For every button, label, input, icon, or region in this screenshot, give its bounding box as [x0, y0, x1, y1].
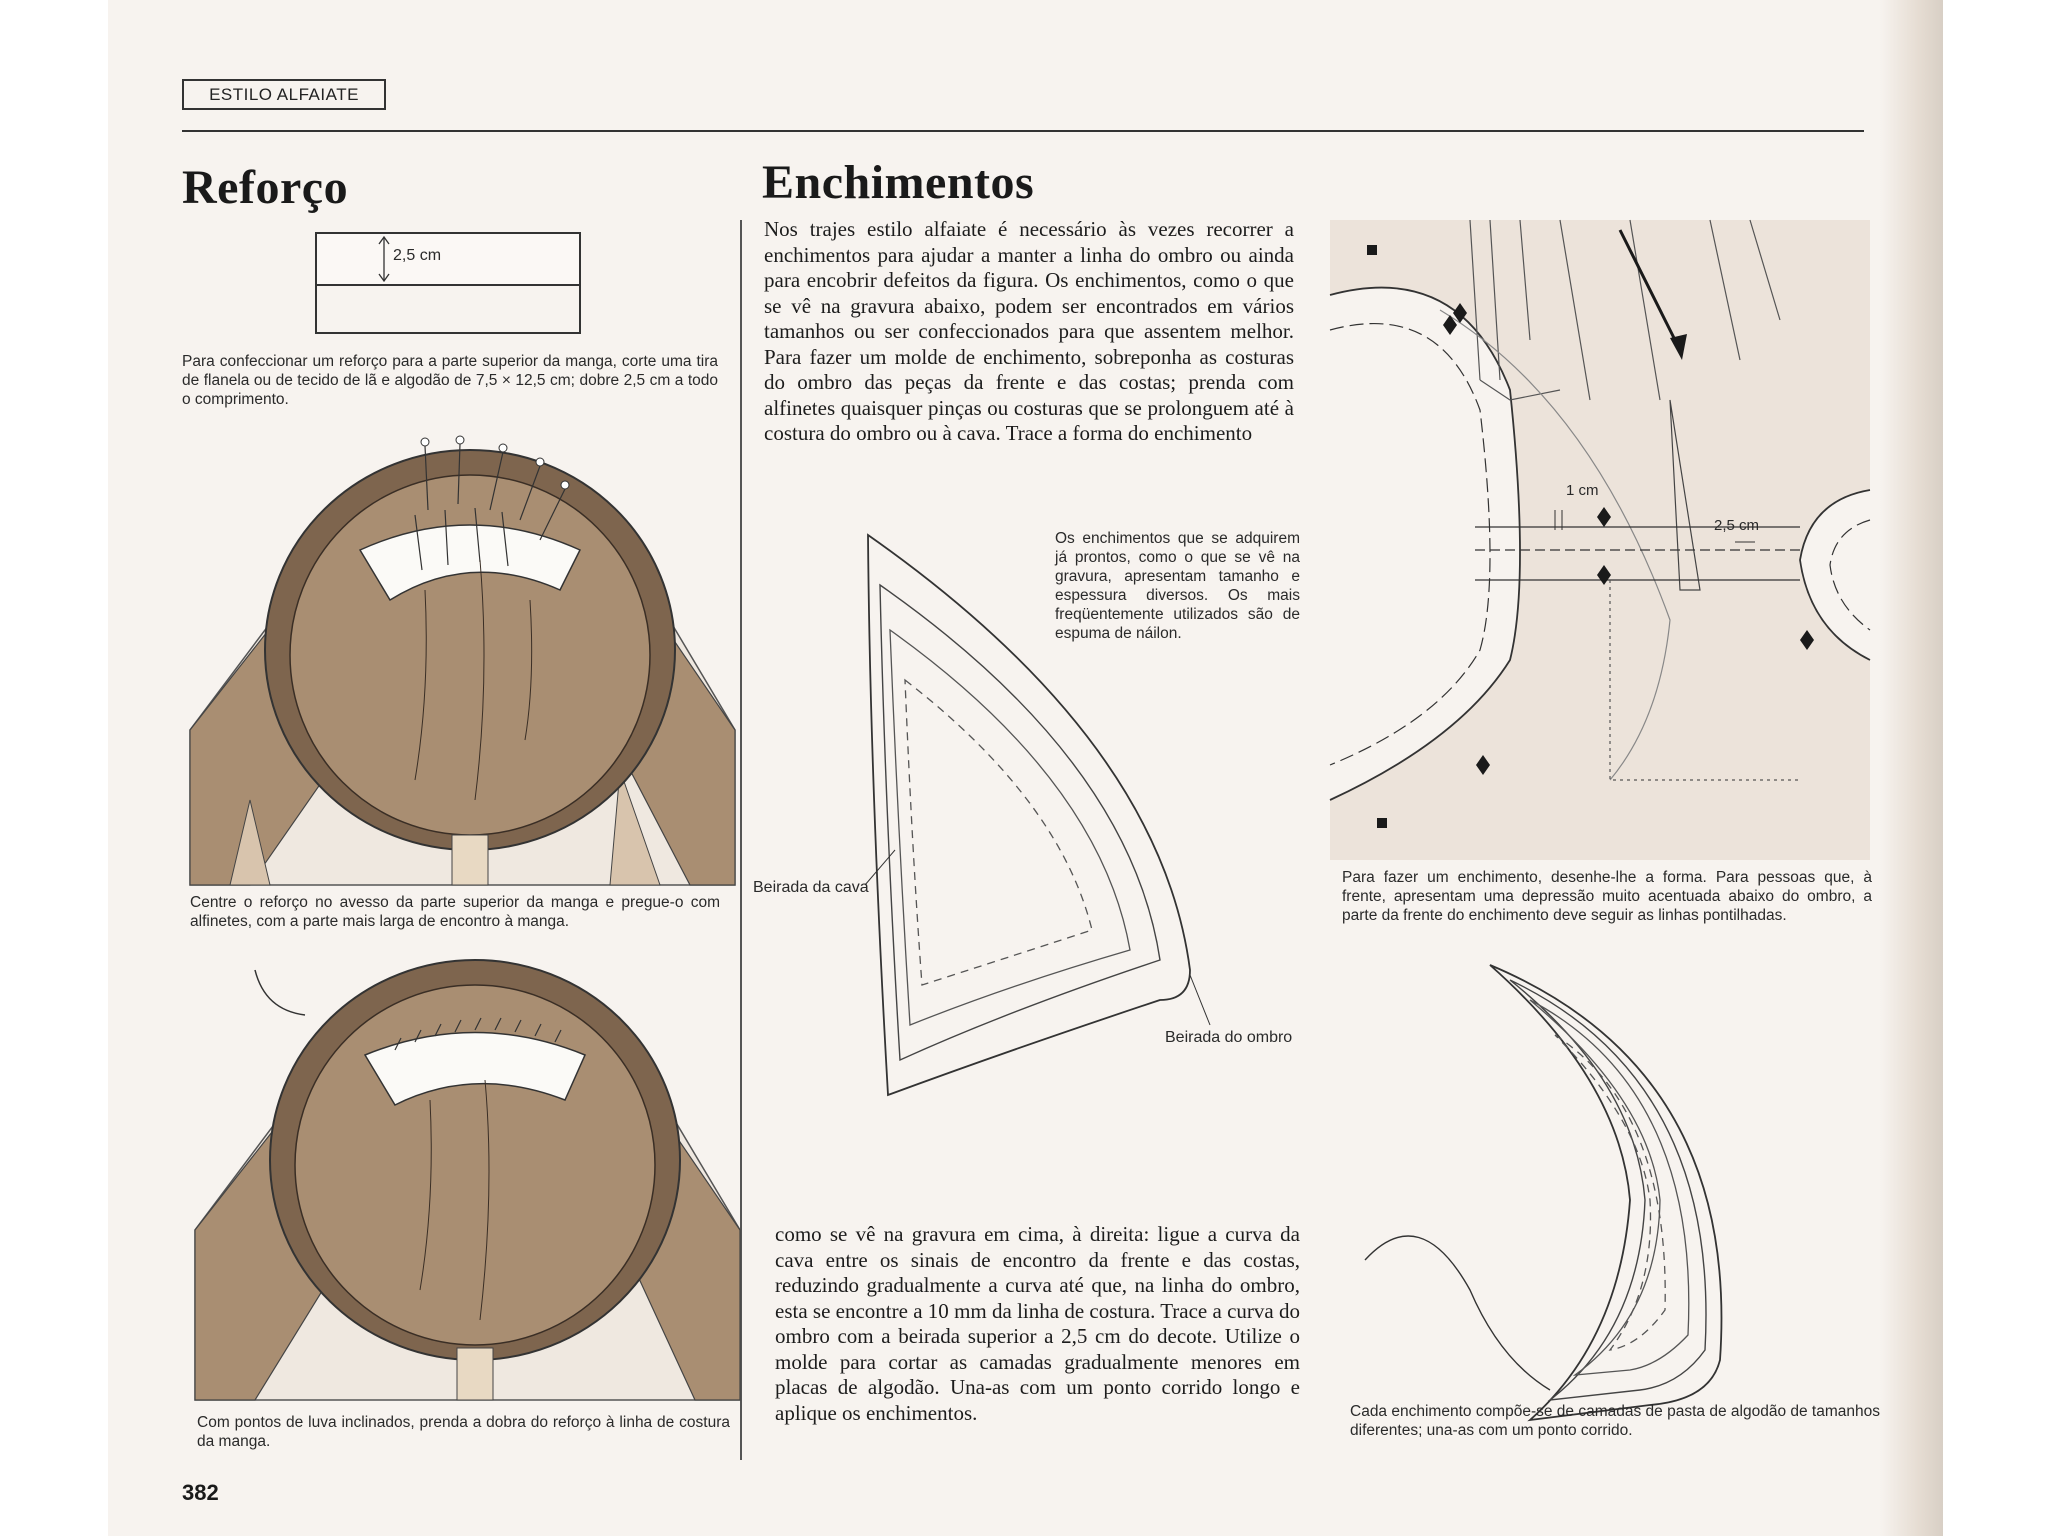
enchimentos-paragraph-1: Nos trajes estilo alfaiate é necessário às vezes recorrer a enchimentos para ajudar a manter a linha do ombro ou ainda para encobrir defeitos da figura. Os enchimentos, como o que se vê na gravura abaixo, podem ser encontrados em vários tamanhos ou ser confeccionados para que assentem melhor. Para fazer um molde de enchimento, sobreponha as costuras do ombro das peças da frente e das costas; prenda com alfinetes quaisquer pinças ou costuras que se prolonguem até à costura do ombro ou à cava. Trace a forma do enchimento	[764, 217, 1294, 445]
bodice-pattern-diagram	[1330, 220, 1870, 860]
sleeve-stitched-illustration	[195, 970, 740, 1400]
page-number: 382	[182, 1480, 219, 1505]
label-beirada-ombro: Beirada do ombro	[1165, 1029, 1293, 1046]
label-beirada-cava: Beirada da cava	[753, 879, 869, 896]
title-reforco: Reforço	[182, 161, 349, 214]
caption-pattern: Para fazer um enchimento, desenhe-lhe a forma. Para pessoas que, à frente, apresentam uma depressão muito acentuada abaixo do ombro, a parte da frente do enchimento deve seguir as linhas pontilhadas.	[1342, 869, 1872, 924]
caption-reforco-2: Centre o reforço no avesso da parte superior da manga e pregue-o com alfinetes, com a parte mais larga de encontro à manga.	[190, 894, 720, 930]
enchimentos-note: Os enchimentos que se adquirem já prontos, como o que se vê na gravura, apresentam tamanho e espessura diversos. Os mais freqüentemente utilizados são de espuma de náilon.	[1055, 530, 1300, 642]
caption-pad: Cada enchimento compõe-se de camadas de pasta de algodão de tamanhos diferentes; una-as com um ponto corrido.	[1350, 1403, 1880, 1439]
strip-diagram	[310, 228, 590, 343]
title-enchimentos: Enchimentos	[762, 156, 1035, 209]
header-rule	[182, 130, 1864, 132]
page-edge-shadow	[1880, 0, 1943, 1536]
section-tag: ESTILO ALFAIATE	[182, 79, 386, 110]
caption-reforco-3: Com pontos de luva inclinados, prenda a dobra do reforço à linha de costura da manga.	[197, 1414, 730, 1450]
layered-shoulder-pad	[1360, 960, 1760, 1430]
enchimentos-paragraph-2: como se vê na gravura em cima, à direita: ligue a curva da cava entre os sinais de encontro da frente e das costas, reduzindo gradualmente a curva até que, na linha do ombro, esta se encontre a 10 mm da linha de costura. Trace a curva do ombro com a beirada superior a 2,5 cm do decote. Utilize o molde para cortar as camadas gradualmente menores em placas de algodão. Una-as com um ponto corrido longo e aplique os enchimentos.	[775, 1222, 1300, 1425]
label-2-5cm: 2,5 cm	[1714, 517, 1760, 534]
caption-reforco-1: Para confeccionar um reforço para a parte superior da manga, corte uma tira de flanela ou de tecido de lã e algodão de 7,5 × 12,5 cm; dobre 2,5 cm a todo o comprimento.	[182, 353, 718, 408]
strip-dim-label: 2,5 cm	[393, 247, 442, 264]
sleeve-pinned-illustration	[190, 440, 735, 885]
label-1cm: 1 cm	[1566, 482, 1599, 499]
